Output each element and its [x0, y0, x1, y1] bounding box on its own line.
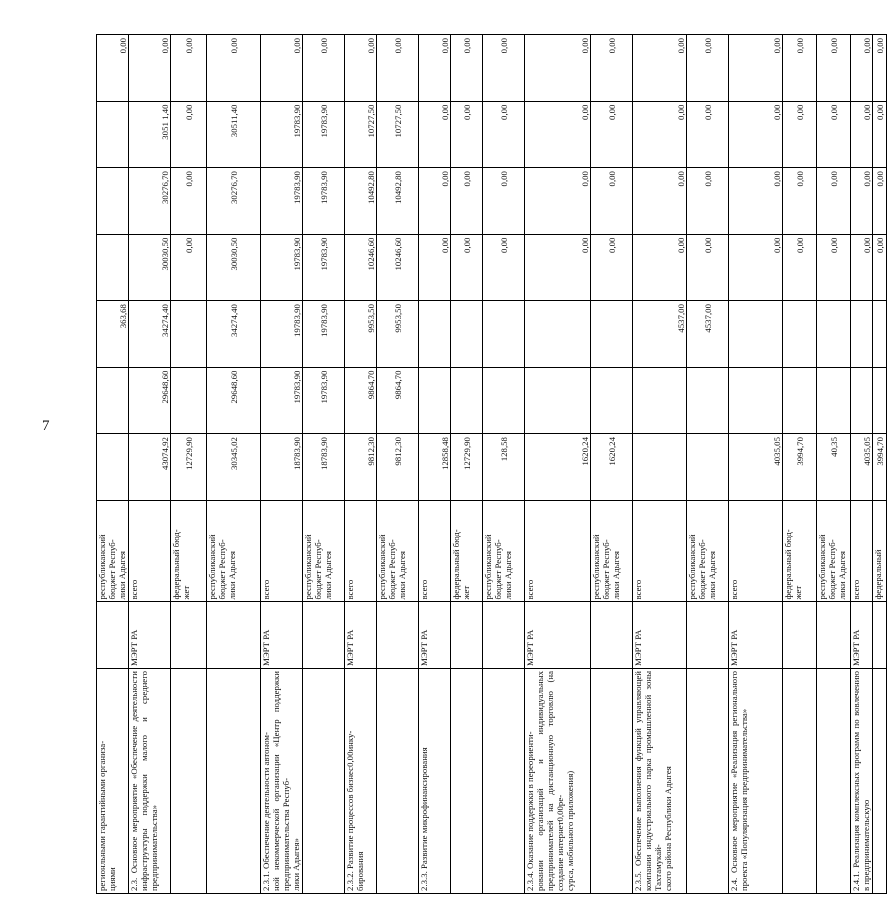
cell-year-2021: 12729,90 [171, 434, 207, 501]
cell-executor: МЭРТ РА [633, 602, 687, 669]
cell-year-2025: 0,00 [851, 168, 873, 235]
cell-year-2027: 0,00 [483, 35, 525, 102]
cell-funding-source: республиканский бюджет Респуб- лики Адыгея [97, 500, 129, 602]
cell-year-2022 [591, 367, 633, 434]
cell-funding-source: всего [633, 500, 687, 602]
table-row [207, 35, 261, 894]
cell-year-2022 [729, 367, 783, 434]
cell-year-2025: 19783,90 [261, 168, 303, 235]
cell-year-2021: 9812,30 [345, 434, 377, 501]
budget-table [96, 34, 887, 894]
table-row [345, 35, 377, 894]
cell-year-2024: 19783,90 [303, 234, 345, 301]
table-row [377, 35, 419, 894]
cell-year-2023 [525, 301, 591, 368]
cell-year-2026: 0,00 [633, 101, 687, 168]
cell-year-2027: 0,00 [261, 35, 303, 102]
cell-year-2025 [97, 168, 129, 235]
cell-year-2022 [483, 367, 525, 434]
cell-event-name: 2.3.5. Обеспечение выполнения функций управляющей компании индустриального парка промышленной зоны Тахтамукай- ского района Республики Адыгея [633, 669, 687, 894]
table-row [783, 35, 817, 894]
cell-year-2021 [633, 434, 687, 501]
cell-year-2025: 0,00 [729, 168, 783, 235]
cell-funding-source: федеральный [873, 500, 887, 602]
cell-event-name: 2.3.3. Развитие микрофинансирования [419, 669, 451, 894]
cell-executor [207, 602, 261, 669]
cell-year-2024: 0,00 [591, 234, 633, 301]
table-row [171, 35, 207, 894]
cell-year-2024: 10246,60 [345, 234, 377, 301]
table-row [451, 35, 483, 894]
cell-year-2023 [419, 301, 451, 368]
cell-year-2022 [97, 367, 129, 434]
cell-year-2022 [817, 367, 851, 434]
cell-year-2025: 0,00 [483, 168, 525, 235]
cell-executor [783, 602, 817, 669]
cell-year-2025: 0,00 [817, 168, 851, 235]
cell-executor [873, 602, 887, 669]
cell-event-name: 2.3.1. Обеспечение деятельности автоном- ной некоммерческой организации «Центр поддержки предпринимательства Респуб- лики Адыгея» [261, 669, 303, 894]
cell-year-2025: 0,00 [873, 168, 887, 235]
cell-executor: МЭРТ РА [261, 602, 303, 669]
cell-year-2023: 19783,90 [303, 301, 345, 368]
cell-year-2021: 18783,90 [303, 434, 345, 501]
cell-year-2021: 40,35 [817, 434, 851, 501]
cell-year-2021: 4035,05 [729, 434, 783, 501]
cell-year-2024: 0,00 [451, 234, 483, 301]
cell-year-2023 [873, 301, 887, 368]
cell-executor [817, 602, 851, 669]
cell-year-2024: 30030,50 [207, 234, 261, 301]
cell-year-2022 [633, 367, 687, 434]
cell-funding-source: всего [525, 500, 591, 602]
cell-year-2024: 0,00 [419, 234, 451, 301]
cell-funding-source: республиканский бюджет Респуб- лики Адыгея [817, 500, 851, 602]
cell-year-2024: 0,00 [817, 234, 851, 301]
cell-executor: МЭРТ РА [129, 602, 171, 669]
cell-funding-source: федеральный бюд- жет [171, 500, 207, 602]
cell-year-2021: 12858,48 [419, 434, 451, 501]
cell-year-2027: 0,00 [851, 35, 873, 102]
cell-year-2026: 10727,50 [377, 101, 419, 168]
cell-year-2026: 0,00 [687, 101, 729, 168]
cell-year-2026 [97, 101, 129, 168]
cell-year-2021: 4035,05 [851, 434, 873, 501]
table-body [97, 35, 887, 894]
cell-executor [97, 602, 129, 669]
table-row [483, 35, 525, 894]
cell-event-name [783, 669, 817, 894]
cell-year-2021: 12729,90 [451, 434, 483, 501]
cell-year-2025: 0,00 [419, 168, 451, 235]
cell-year-2023: 363,68 [97, 301, 129, 368]
cell-year-2024: 0,00 [851, 234, 873, 301]
cell-year-2024: 19783,90 [261, 234, 303, 301]
table-row [729, 35, 783, 894]
cell-year-2027: 0,00 [729, 35, 783, 102]
cell-year-2023: 4537,00 [687, 301, 729, 368]
cell-year-2027: 0,00 [451, 35, 483, 102]
cell-year-2021: 1620,24 [525, 434, 591, 501]
table-row [261, 35, 303, 894]
cell-year-2021: 3994,70 [783, 434, 817, 501]
cell-funding-source: всего [729, 500, 783, 602]
cell-event-name [207, 669, 261, 894]
cell-year-2021: 3994,70 [873, 434, 887, 501]
cell-funding-source: республиканский бюджет Респуб- лики Адыгея [207, 500, 261, 602]
cell-executor [451, 602, 483, 669]
cell-funding-source: республиканский бюджет Респуб- лики Адыгея [483, 500, 525, 602]
cell-year-2024 [97, 234, 129, 301]
cell-year-2025: 30276,70 [129, 168, 171, 235]
cell-year-2022: 19783,90 [303, 367, 345, 434]
cell-funding-source: федеральный бюд- жет [451, 500, 483, 602]
cell-year-2027: 0,00 [633, 35, 687, 102]
cell-year-2024: 0,00 [633, 234, 687, 301]
cell-year-2025: 0,00 [591, 168, 633, 235]
cell-year-2024: 0,00 [687, 234, 729, 301]
cell-year-2026: 0,00 [591, 101, 633, 168]
table-row [873, 35, 887, 894]
cell-year-2025: 0,00 [171, 168, 207, 235]
cell-event-name: 2.3.4. Оказание поддержки в переориенти- ровании организаций и индивидуальных предпринимателей на дистанционную торговлю (на создание интернет0,00ре- сурса, мобильного приложения) [525, 669, 591, 894]
cell-year-2023: 9953,50 [345, 301, 377, 368]
cell-executor: МЭРТ РА [345, 602, 377, 669]
cell-year-2027: 0,00 [129, 35, 171, 102]
page-number: 7 [42, 418, 50, 434]
cell-executor [483, 602, 525, 669]
cell-executor [687, 602, 729, 669]
cell-year-2027: 0,00 [345, 35, 377, 102]
table-row [633, 35, 687, 894]
cell-executor: МЭРТ РА [851, 602, 873, 669]
cell-year-2026: 0,00 [729, 101, 783, 168]
cell-year-2025: 30276,70 [207, 168, 261, 235]
cell-year-2024: 0,00 [483, 234, 525, 301]
cell-year-2027: 0,00 [591, 35, 633, 102]
cell-year-2027: 0,00 [303, 35, 345, 102]
cell-year-2026: 0,00 [525, 101, 591, 168]
cell-funding-source: республиканский бюджет Респуб- лики Адыгея [377, 500, 419, 602]
cell-event-name [483, 669, 525, 894]
cell-year-2023: 4537,00 [633, 301, 687, 368]
cell-year-2023 [171, 301, 207, 368]
cell-executor: МЭРТ РА [419, 602, 451, 669]
cell-year-2027: 0,00 [783, 35, 817, 102]
table-row [851, 35, 873, 894]
cell-event-name: 2.3. Основное мероприятие «Обеспечение деятельности инфраструктуры поддержки малого и среднего предпринимательства» [129, 669, 171, 894]
cell-year-2022: 29648,60 [129, 367, 171, 434]
cell-year-2025: 19783,90 [303, 168, 345, 235]
cell-year-2025: 0,00 [525, 168, 591, 235]
cell-year-2022: 9864,70 [377, 367, 419, 434]
table-row [97, 35, 129, 894]
cell-year-2026: 0,00 [817, 101, 851, 168]
cell-funding-source: республиканский бюджет Респуб- лики Адыгея [687, 500, 729, 602]
cell-executor [303, 602, 345, 669]
cell-year-2024: 0,00 [873, 234, 887, 301]
cell-year-2022: 9864,70 [345, 367, 377, 434]
cell-year-2026: 3051 1,40 [129, 101, 171, 168]
table-row [129, 35, 171, 894]
cell-year-2026: 0,00 [419, 101, 451, 168]
cell-executor [591, 602, 633, 669]
cell-year-2021 [687, 434, 729, 501]
cell-funding-source: всего [419, 500, 451, 602]
cell-funding-source: всего [129, 500, 171, 602]
cell-year-2023 [483, 301, 525, 368]
table-row [591, 35, 633, 894]
cell-year-2026: 30511,40 [207, 101, 261, 168]
cell-year-2027: 0,00 [419, 35, 451, 102]
cell-year-2027: 0,00 [525, 35, 591, 102]
cell-event-name [451, 669, 483, 894]
cell-executor [171, 602, 207, 669]
cell-year-2023: 34274,40 [207, 301, 261, 368]
cell-year-2021: 128,58 [483, 434, 525, 501]
cell-year-2023 [729, 301, 783, 368]
cell-event-name [817, 669, 851, 894]
cell-executor: МЭРТ РА [729, 602, 783, 669]
cell-year-2022 [873, 367, 887, 434]
cell-year-2023 [591, 301, 633, 368]
rotated-page [96, 34, 885, 894]
cell-year-2026: 0,00 [851, 101, 873, 168]
cell-year-2025: 10492,80 [377, 168, 419, 235]
cell-year-2026: 10727,50 [345, 101, 377, 168]
cell-year-2024: 0,00 [729, 234, 783, 301]
cell-year-2023: 34274,40 [129, 301, 171, 368]
cell-year-2026: 0,00 [873, 101, 887, 168]
cell-year-2026: 0,00 [171, 101, 207, 168]
cell-event-name: регионльными гарантийными организа- циями [97, 669, 129, 894]
cell-year-2026: 0,00 [783, 101, 817, 168]
cell-year-2027: 0,00 [687, 35, 729, 102]
cell-year-2022 [419, 367, 451, 434]
table-row [303, 35, 345, 894]
cell-year-2022: 29648,60 [207, 367, 261, 434]
cell-event-name: 2.3.2. Развитие процессов бизнес0,00инку- бирования [345, 669, 377, 894]
cell-year-2021: 9812,30 [377, 434, 419, 501]
cell-year-2023: 9953,50 [377, 301, 419, 368]
cell-year-2022 [783, 367, 817, 434]
cell-year-2024: 30030,50 [129, 234, 171, 301]
cell-year-2023 [783, 301, 817, 368]
cell-year-2026: 0,00 [483, 101, 525, 168]
cell-event-name [303, 669, 345, 894]
cell-year-2021 [97, 434, 129, 501]
cell-year-2021: 43074,92 [129, 434, 171, 501]
cell-year-2021: 30345,02 [207, 434, 261, 501]
cell-year-2022: 19783,90 [261, 367, 303, 434]
cell-funding-source: всего [345, 500, 377, 602]
cell-event-name [377, 669, 419, 894]
cell-event-name: 2.4.1. Реализация комплексных программ по вовлечению в предпринимательскую [851, 669, 873, 894]
cell-year-2027: 0,00 [377, 35, 419, 102]
cell-year-2026: 0,00 [451, 101, 483, 168]
cell-funding-source: всего [851, 500, 873, 602]
table-row [525, 35, 591, 894]
cell-funding-source: республиканский бюджет Респуб- лики Адыгея [591, 500, 633, 602]
cell-year-2025: 0,00 [633, 168, 687, 235]
cell-year-2027: 0,00 [97, 35, 129, 102]
cell-year-2027: 0,00 [817, 35, 851, 102]
cell-executor: МЭРТ РА [525, 602, 591, 669]
cell-year-2027: 0,00 [207, 35, 261, 102]
cell-year-2022 [687, 367, 729, 434]
cell-year-2027: 0,00 [171, 35, 207, 102]
cell-event-name [591, 669, 633, 894]
cell-year-2025: 0,00 [783, 168, 817, 235]
cell-year-2023 [851, 301, 873, 368]
cell-year-2022 [451, 367, 483, 434]
cell-year-2022 [525, 367, 591, 434]
cell-executor [377, 602, 419, 669]
cell-year-2027: 0,00 [873, 35, 887, 102]
cell-year-2025: 10492,80 [345, 168, 377, 235]
cell-funding-source: республиканский бюджет Респуб- лики Адыгея [303, 500, 345, 602]
cell-year-2024: 10246,60 [377, 234, 419, 301]
cell-event-name [873, 669, 887, 894]
cell-funding-source: федеральный бюд- жет [783, 500, 817, 602]
cell-year-2022 [851, 367, 873, 434]
cell-year-2025: 0,00 [687, 168, 729, 235]
cell-funding-source: всего [261, 500, 303, 602]
cell-year-2024: 0,00 [783, 234, 817, 301]
cell-event-name [171, 669, 207, 894]
cell-year-2021: 18783,90 [261, 434, 303, 501]
cell-year-2026: 19783,90 [303, 101, 345, 168]
cell-year-2024: 0,00 [171, 234, 207, 301]
table-row [817, 35, 851, 894]
cell-year-2023 [817, 301, 851, 368]
cell-year-2023 [451, 301, 483, 368]
table-row [687, 35, 729, 894]
table-row [419, 35, 451, 894]
cell-year-2022 [171, 367, 207, 434]
cell-year-2021: 1620,24 [591, 434, 633, 501]
cell-year-2023: 19783,90 [261, 301, 303, 368]
cell-event-name: 2.4. Основное мероприятие «Реализация регионального проекта «Популяризация предпринимательства» [729, 669, 783, 894]
cell-year-2024: 0,00 [525, 234, 591, 301]
cell-event-name [687, 669, 729, 894]
cell-year-2026: 19783,90 [261, 101, 303, 168]
cell-year-2025: 0,00 [451, 168, 483, 235]
